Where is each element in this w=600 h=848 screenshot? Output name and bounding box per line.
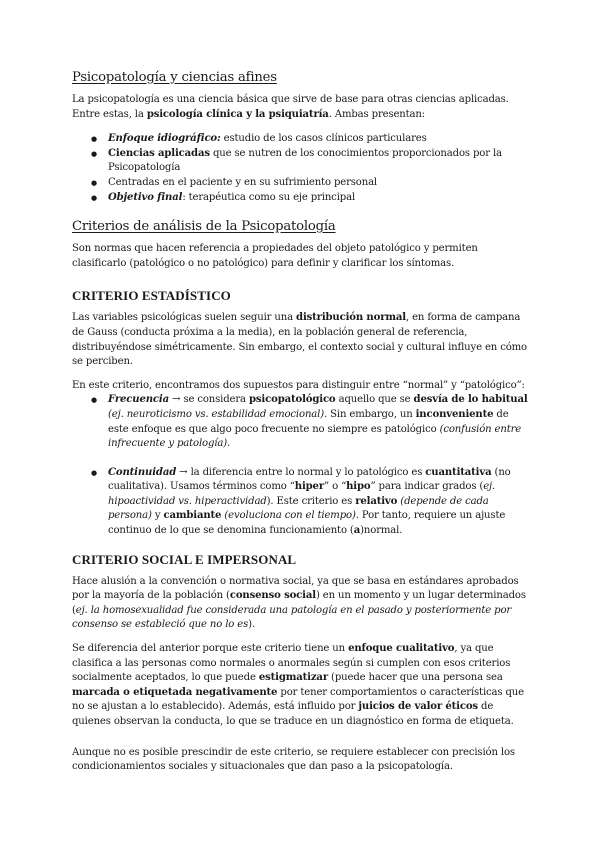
list-item-frecuencia: ● Frecuencia → se considera psicopatológico aquello que se desvía de lo habitual (ej. neuroticismo vs. estabilidad emocional). Sin embargo, un inconveniente de este enfoque es que algo poco frecuente no siempre es patológico (confusión entre infrecuente y patología). — [91, 393, 530, 451]
list-item: ● Ciencias aplicadas que se nutren de los conocimientos proporcionados por la Psicopatología — [91, 147, 530, 176]
list-item: ● Centradas en el paciente y en su sufrimiento personal — [91, 176, 530, 191]
supuestos-list — [72, 393, 530, 538]
list-item: ● Enfoque idiográfico: estudio de los casos clínicos particulares — [91, 132, 530, 147]
estadistico-paragraph-2: En este criterio, encontramos dos supuestos para distinguir entre “normal” y “patológico”: — [72, 379, 525, 391]
heading-criterio-estadistico: CRITERIO ESTADÍSTICO — [72, 288, 231, 304]
list-item-continuidad: ● Continuidad → la diferencia entre lo normal y lo patológico es cuantitativa (no cualitativa). Usamos términos como “hiper” o “hipo” para indicar grados (ej. hipoactividad vs. hiperactividad). Este criterio es relativo (depende de cada persona) y cambiante (evoluciona con el tiempo). Por tanto, requiere un ajuste continuo de lo que se denomina funcionamiento (a)normal. — [91, 466, 530, 539]
social-paragraph-2: Se diferencia del anterior porque este criterio tiene un enfoque cualitativo, ya que clasifica a las personas como normales o anormales según si cumplen con esos criterios socialmente aceptados, lo que puede estigmatizar (puede hacer que una persona sea marcada o etiquetada negativamente por tener comportamientos o características que no se ajustan a lo establecido). Además, está influido por juicios de valor éticos de quienes observan la conducta, lo que se traduce en un diagnóstico en forma de etiqueta. — [72, 643, 524, 727]
arrow-icon: → — [176, 466, 191, 478]
characteristics-list — [72, 132, 530, 205]
arrow-icon: → — [169, 394, 184, 406]
intro-paragraph: La psicopatología es una ciencia básica que sirve de base para otras ciencias aplicadas. Entre estas, la psicología clínica y la psiquiatría. Ambas presentan: — [72, 94, 509, 120]
social-paragraph-3: Aunque no es posible prescindir de este criterio, se requiere establecer con precisión los condicionamientos sociales y situacionales que dan paso a la psicopatología. — [72, 746, 515, 773]
criterios-intro: Son normas que hacen referencia a propiedades del objeto patológico y permiten clasificarlo (patológico o no patológico) para definir y clarificar los síntomas. — [72, 243, 478, 269]
social-paragraph-1: Hace alusión a la convención o normativa social, ya que se basa en estándares aprobados por la mayoría de la población (consenso social) en un momento y un lugar determinados (ej. la homosexualidad fue considerada una patología en el pasado y posteriormente por consenso se estableció que no lo es). — [72, 575, 526, 631]
list-item: ● Objetivo final: terapéutica como su eje principal — [91, 191, 530, 206]
estadistico-paragraph-1: Las variables psicológicas suelen seguir una distribución normal, en forma de campana de Gauss (conducta próxima a la media), en la población general de referencia, distribuyéndose simétricamente. Sin embargo, el contexto social y cultural influye en cómo se perciben. — [72, 312, 527, 368]
section-title-criterios: Criterios de análisis de la Psicopatología — [72, 219, 336, 235]
section-title-psicopatologia: Psicopatología y ciencias afines — [72, 70, 277, 85]
heading-criterio-social: CRITERIO SOCIAL E IMPERSONAL — [72, 551, 297, 567]
